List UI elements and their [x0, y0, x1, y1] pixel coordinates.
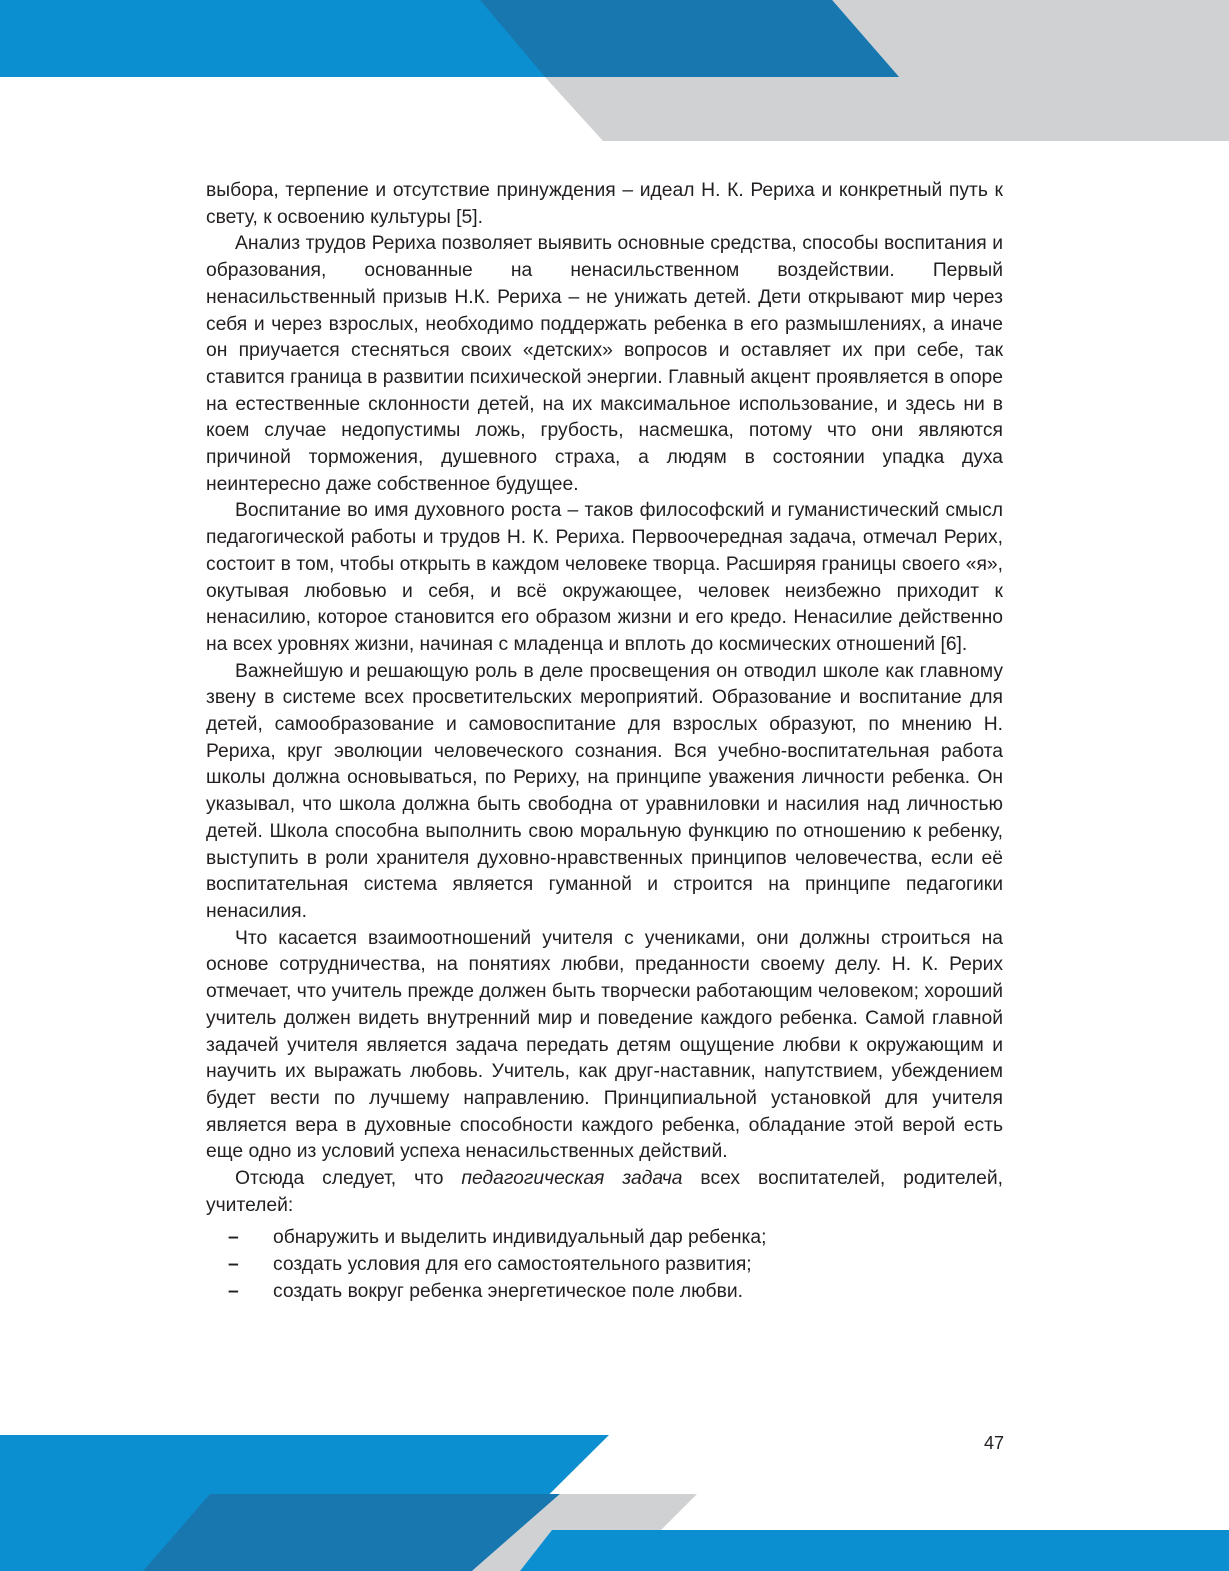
list-item [206, 1279, 1003, 1306]
top-gray-shape [545, 0, 1229, 141]
top-blue-shape [0, 0, 899, 77]
list-dash-marker: – [228, 1254, 239, 1276]
list-item-text: создать условия для его самостоятельного развития; [273, 1254, 752, 1276]
top-dark-blue-shape [480, 0, 899, 77]
bottom-gray-shape [472, 1494, 697, 1571]
article-body [206, 178, 1003, 1306]
list-item [206, 1252, 1003, 1279]
top-decorative-band [0, 0, 1229, 145]
paragraph-teacher-relations: Что касается взаимоотношений учителя с учениками, они должны строиться на основе сотрудничества, на понятиях любви, преданности своему делу. Н. К. Рерих отмечает, что учитель прежде должен быть творчески работающим человеком; хороший учитель должен видеть внутренний мир и поведение каждого ребенка. Самой главной задачей учителя является задача передать детям ощущение любви к окружающим и научить их выражать любовь. Учитель, как друг-наставник, напутствием, убеждением будет вести по лучшему направлению. Принципиальной установкой для учителя является вера в духовные способности каждого ребенка, обладание этой верой есть еще одно из условий успеха ненасильственных действий. [206, 927, 1003, 1163]
pedagogical-task-emphasis: педагогическая задача [461, 1168, 683, 1190]
list-item-text: создать вокруг ребенка энергетическое поле любви. [273, 1280, 743, 1302]
paragraph-role-of-school: Важнейшую и решающую роль в деле просвещения он отводил школе как главному звену в системе всех просветительских мероприятий. Образование и воспитание для детей, самообразование и самовоспитание для взрослых образуют, по мнению Н. Рериха, круг эволюции человеческого сознания. Вся учебно-воспитательная работа школы должна основываться, по Рериху, на принципе уважения личности ребенка. Он указывал, что школа должна быть свободна от уравниловки и насилия над личностью детей. Школа способна выполнить свою моральную функцию по отношению к ребенку, выступить в роли хранителя духовно-нравственных принципов человечества, если её воспитательная система является гуманной и строится на принципе педагогики ненасилия. [206, 660, 1003, 922]
pedagogical-task-lead: Отсюда следует, что [235, 1168, 462, 1190]
bottom-decorative-band [0, 1430, 1229, 1571]
task-list [206, 1225, 1003, 1305]
list-dash-marker: – [228, 1280, 239, 1302]
page-number: 47 [983, 1433, 1004, 1453]
pedagogical-task-tail: всех воспитателей, родителей, учителей: [206, 1168, 1003, 1216]
paragraph-means-of-education: Анализ трудов Рериха позволяет выявить основные средства, способы воспитания и образования, основанные на ненасильственном воздействии. Первый ненасильственный призыв Н.К. Рериха – не унижать детей. Дети открывают мир через себя и через взрослых, необходимо поддержать ребенка в его размышлениях, а иначе он приучается стесняться своих «детских» вопросов и оставляет их при себе, так ставится граница в развитии психической энергии. Главный акцент проявляется в опоре на естественные склонности детей, на их максимальное использование, и здесь ни в коем случае недопустимы ложь, грубость, насмешка, потому что они являются причиной торможения, душевного страха, а людям в состоянии упадка духа неинтересно даже собственное будущее. [206, 233, 1003, 495]
paragraph-spiritual-growth: Воспитание во имя духовного роста – таков философский и гуманистический смысл педагогической работы и трудов Н. К. Рериха. Первоочередная задача, отмечал Рерих, состоит в том, чтобы открыть в каждом человеке творца. Расширяя границы своего «я», окутывая любовью и себя, и всё окружающее, человек неизбежно приходит к ненасилию, которое становится его образом жизни и его кредо. Ненасилие действенно на всех уровнях жизни, начиная с младенца и вплоть до космических отношений [6]. [206, 500, 1003, 655]
list-item-text: обнаружить и выделить индивидуальный дар ребенка; [273, 1227, 767, 1249]
list-dash-marker: – [228, 1227, 239, 1249]
paragraph-pedagogical-task [206, 1166, 1003, 1219]
list-item [206, 1225, 1003, 1252]
bottom-blue-shape [0, 1435, 609, 1571]
bottom-dark-blue-shape [143, 1494, 560, 1571]
paragraph-continuation: выбора, терпение и отсутствие принуждения – идеал Н. К. Рериха и конкретный путь к свету, к освоению культуры [5]. [206, 180, 1003, 228]
bottom-right-blue-shape [520, 1530, 1229, 1571]
